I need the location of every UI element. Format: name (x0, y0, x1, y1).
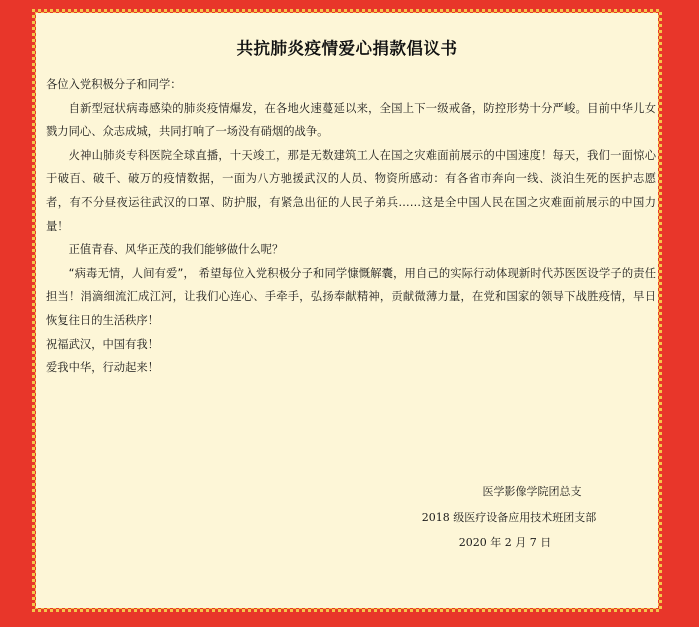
paragraph-question: 正值青春、风华正茂的我们能够做什么呢？ (68, 243, 284, 257)
letter-paper (36, 13, 658, 608)
decorative-border (32, 9, 662, 612)
paragraph-outbreak: 自新型冠状病毒感染的肺炎疫情爆发，在各地火速蔓延以来，全国上下一级戒备，防控形势十分严峻。目前中华儿女戮力同心、众志成城，共同打响了一场没有硝烟的战争。 (46, 101, 656, 139)
closing-line-2: 爱我中华，行动起来！ (46, 361, 159, 375)
salutation: 各位入党积极分子和同学： (46, 78, 182, 91)
signature-date: 2020 年 2 月 7 日 (458, 536, 552, 549)
signature-org: 医学影像学院团总支 (482, 485, 582, 498)
closing-line-1: 祝福武汉，中国有我！ (46, 337, 159, 351)
paragraph-huoshenshan: 火神山肺炎专科医院全球直播，十天竣工，那是无数建筑工人在国之灾难面前展示的中国速度！每天，我们一面惊心于破百、破千、破万的疫情数据，一面为八方驰援武汉的人员、物资所感动：有各省市奔向一线、淡泊生死的医护志愿者，有不分昼夜运往武汉的口罩、防护服，有紧急出征的人民子弟兵……这是全中国人民在国之灾难面前展示的中国力量！ (46, 148, 656, 233)
signature-branch: 2018 级医疗设备应用技术班团支部 (421, 511, 597, 524)
letter-body (46, 73, 656, 380)
paragraph-appeal: “病毒无情，人间有爱”， 希望每位入党积极分子和同学慷慨解囊，用自己的实际行动体现新时代苏医医设学子的责任担当！涓滴细流汇成江河，让我们心连心、手牵手，弘扬奉献精神，贡献微薄力量，在党和国家的领导下战胜疫情，早日恢复往日的生活秩序！ (46, 266, 656, 327)
letter-title: 共抗肺炎疫情爱心捐款倡议书 (236, 39, 458, 58)
